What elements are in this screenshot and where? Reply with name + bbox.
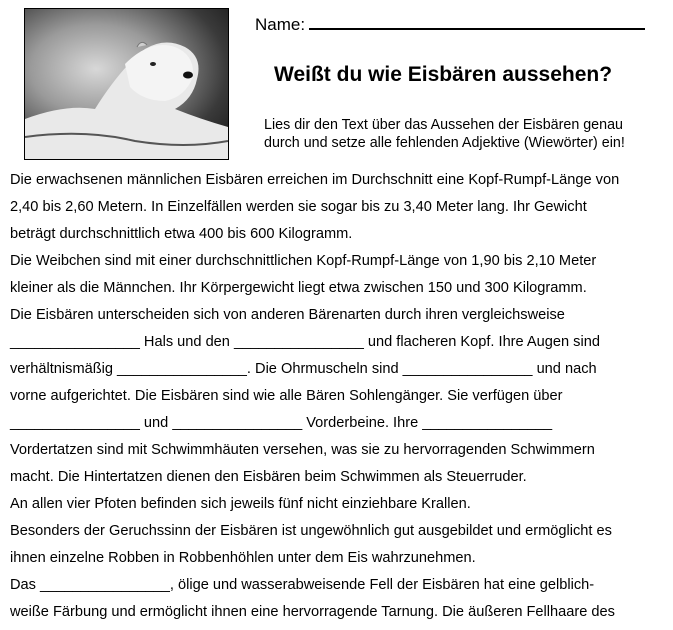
text-line: beträgt durchschnittlich etwa 400 bis 600 Kilogramm. bbox=[10, 226, 353, 242]
text-line: ihnen einzelne Robben in Robbenhöhlen unter dem Eis wahrzunehmen. bbox=[10, 550, 476, 566]
text-line: Besonders der Geruchssinn der Eisbären ist ungewöhnlich gut ausgebildet und ermöglicht es bbox=[10, 523, 612, 539]
text-line: macht. Die Hintertatzen dienen den Eisbären beim Schwimmen als Steuerruder. bbox=[10, 469, 527, 485]
text-line-with-blanks[interactable]: Das ________________, ölige und wasserabweisende Fell der Eisbären hat eine gelblich- bbox=[10, 577, 595, 593]
name-field-row bbox=[255, 14, 645, 35]
text-line: 2,40 bis 2,60 Metern. In Einzelfällen werden sie sogar bis zu 3,40 Meter lang. Ihr Gewicht bbox=[10, 199, 587, 215]
text-line-with-blanks[interactable]: ________________ und ________________ Vorderbeine. Ihre ________________ bbox=[10, 415, 553, 431]
text-line: Die erwachsenen männlichen Eisbären erreichen im Durchschnitt eine Kopf-Rumpf-Länge von bbox=[10, 172, 620, 188]
instructions bbox=[264, 116, 669, 152]
text-line: vorne aufgerichtet. Die Eisbären sind wie alle Bären Sohlengänger. Sie verfügen über bbox=[10, 388, 563, 404]
name-label: Name: bbox=[255, 15, 306, 34]
text-line: kleiner als die Männchen. Ihr Körpergewicht liegt etwa zwischen 150 und 300 Kilogramm. bbox=[10, 280, 587, 296]
text-line: An allen vier Pfoten befinden sich jeweils fünf nicht einziehbare Krallen. bbox=[10, 496, 471, 512]
instruction-line: Lies dir den Text über das Aussehen der Eisbären genau bbox=[264, 117, 623, 133]
polar-bear-illustration bbox=[25, 9, 228, 159]
text-line-with-blanks[interactable]: verhältnismäßig ________________. Die Ohrmuscheln sind ________________ und nach bbox=[10, 361, 597, 377]
text-line: Die Eisbären unterscheiden sich von anderen Bärenarten durch ihren vergleichsweise bbox=[10, 307, 565, 323]
cloze-text bbox=[10, 167, 670, 626]
polar-bear-photo bbox=[24, 8, 229, 160]
text-line-with-blanks[interactable]: ________________ Hals und den ________________ und flacheren Kopf. Ihre Augen sind bbox=[10, 334, 600, 350]
name-input-line[interactable] bbox=[309, 14, 645, 30]
text-line: Vordertatzen sind mit Schwimmhäuten versehen, was sie zu hervorragenden Schwimmern bbox=[10, 442, 595, 458]
text-line: weiße Färbung und ermöglicht ihnen eine hervorragende Tarnung. Die äußeren Fellhaare des bbox=[10, 604, 615, 620]
worksheet-title: Weißt du wie Eisbären aussehen? bbox=[274, 63, 613, 86]
text-line: Die Weibchen sind mit einer durchschnittlichen Kopf-Rumpf-Länge von 1,90 bis 2,10 Meter bbox=[10, 253, 597, 269]
instruction-line: durch und setze alle fehlenden Adjektive (Wiewörter) ein! bbox=[264, 135, 625, 151]
